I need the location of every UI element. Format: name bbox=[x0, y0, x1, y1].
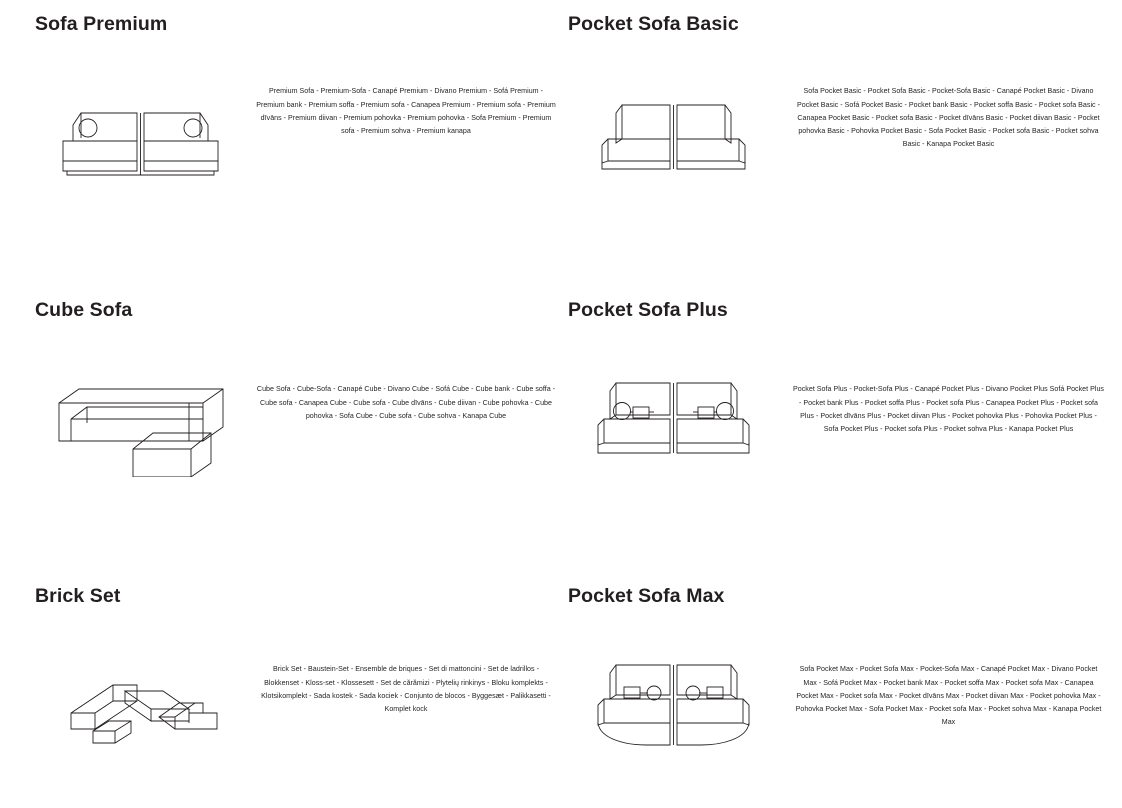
product-card-brick-set bbox=[33, 586, 566, 808]
product-translations: Brick Set - Baustein-Set - Ensemble de briques - Set di mattoncini - Set de ladrillos - Blokkenset - Kloss-set - Klossesett - Set de cărămizi - Plytelių rinkinys - Bloku komplekts - Klotsikomplekt - Sada kostek - Sada kociek - Conjunto de blocos - Byggesæt - Palikkasetti - Komplet kock bbox=[261, 665, 551, 713]
product-body bbox=[566, 361, 1122, 472]
pocket-sofa-basic-illustration bbox=[566, 77, 781, 183]
product-body bbox=[33, 645, 566, 751]
product-title: Cube Sofa bbox=[35, 299, 133, 321]
cube-sofa-illustration bbox=[33, 361, 248, 477]
brick-set-illustration bbox=[33, 645, 248, 751]
product-card-pocket-sofa-plus bbox=[566, 300, 1122, 586]
product-body bbox=[566, 77, 1122, 183]
product-title: Brick Set bbox=[35, 585, 121, 607]
product-translations: Sofa Pocket Basic - Pocket Sofa Basic - Pocket-Sofa Basic - Canapé Pocket Basic - Divano Pocket Basic - Sofá Pocket Basic - Pocket bank Basic - Pocket soffa Basic - Pocket sofa Basic - Canapea Pocket Basic - Pocket sofa Basic - Pocket dīvāns Basic - Pocket diivan Basic - Pocket pohovka Basic - Pohovka Pocket Basic - Sofa Pocket Basic - Pocket sofa Basic - Pocket sohva Basic - Kanapa Pocket Basic bbox=[797, 87, 1100, 148]
product-title: Pocket Sofa Basic bbox=[568, 13, 739, 35]
product-translations: Cube Sofa - Cube-Sofa - Canapé Cube - Divano Cube - Sofá Cube - Cube bank - Cube soffa - Cube sofa - Canapea Cube - Cube sofa - Cube dīvāns - Cube diivan - Cube pohovka - Cube pohovka - Sofa Cube - Cube sofa - Cube sohva - Kanapa Cube bbox=[256, 385, 556, 420]
product-body bbox=[33, 361, 566, 477]
product-translations: Premium Sofa - Premium-Sofa - Canapé Premium - Divano Premium - Sofá Premium - Premium bank - Premium soffa - Premium sofa - Canapea Premium - Premium sofa - Premium dīvāns - Premium diivan - Premium pohovka - Premium pohovka - Sofa Premium - Premium sofa - Premium sohva - Premium kanapa bbox=[256, 87, 556, 135]
product-card-cube-sofa bbox=[33, 300, 566, 586]
product-title: Pocket Sofa Max bbox=[568, 585, 725, 607]
pocket-sofa-plus-illustration bbox=[566, 361, 781, 472]
product-body bbox=[566, 645, 1122, 756]
product-body bbox=[33, 77, 566, 183]
product-card-sofa-premium bbox=[33, 14, 566, 300]
product-translations: Sofa Pocket Max - Pocket Sofa Max - Pocket-Sofa Max - Canapé Pocket Max - Divano Pocket Max - Sofá Pocket Max - Pocket bank Max - Pocket soffa Max - Pocket sofa Max - Canapea Pocket Max - Pocket sofa Max - Pocket dīvāns Max - Pocket diivan Max - Pocket pohovka Max - Pohovka Pocket Max - Sofa Pocket Max - Pocket sofa Max - Pocket sohva Max - Kanapa Pocket Max bbox=[795, 665, 1102, 726]
product-translations: Pocket Sofa Plus - Pocket-Sofa Plus - Canapé Pocket Plus - Divano Pocket Plus Sofá Pocket Plus - Pocket bank Plus - Pocket soffa Plus - Pocket sofa Plus - Canapea Pocket Plus - Pocket sofa Plus - Pocket dīvāns Plus - Pocket diivan Plus - Pocket pohovka Plus - Pohovka Pocket Plus - Sofa Pocket Plus - Pocket sofa Plus - Pocket sohva Plus - Kanapa Pocket Plus bbox=[793, 385, 1105, 433]
pocket-sofa-max-illustration bbox=[566, 645, 781, 756]
product-title: Sofa Premium bbox=[35, 13, 168, 35]
sofa-premium-illustration bbox=[33, 77, 248, 183]
product-card-pocket-sofa-max bbox=[566, 586, 1122, 808]
product-title: Pocket Sofa Plus bbox=[568, 299, 728, 321]
product-card-pocket-sofa-basic bbox=[566, 14, 1122, 300]
